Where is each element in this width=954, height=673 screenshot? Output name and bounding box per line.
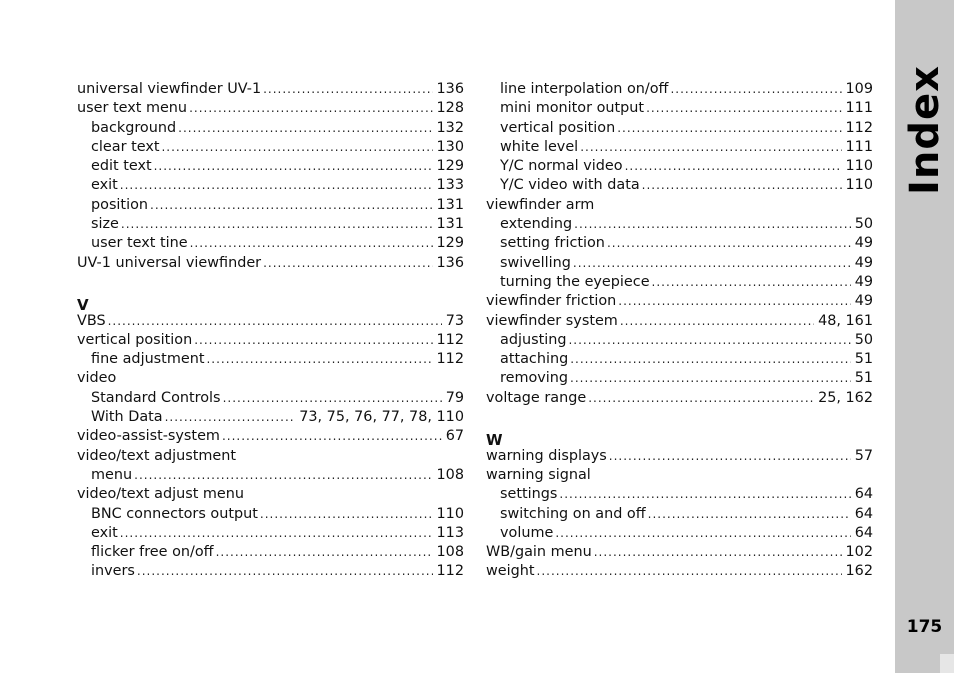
dot-leader [618,292,850,311]
dot-leader [652,273,851,292]
index-subentry [77,389,464,408]
index-subentry [486,176,873,195]
index-subentry [486,331,873,350]
index-column-right [486,80,873,582]
entry-term: weight [486,563,535,580]
dot-leader [642,176,842,195]
entry-term: line interpolation on/off [500,81,669,97]
index-entry [77,99,464,118]
entry-term: video/text adjust menu [77,486,245,503]
dot-leader [588,389,814,408]
entry-pages: 132 [436,119,464,136]
entry-term: WB/gain menu [486,544,592,561]
index-subentry [486,254,873,273]
entry-pages: 49 [854,235,873,252]
dot-leader [190,234,433,253]
entry-term: Y/C video with data [500,177,640,194]
entry-term: setting friction [500,235,605,252]
index-subentry [77,543,464,562]
entry-term: attaching [500,351,569,368]
entry-term: swivelling [500,254,571,271]
entry-pages: 130 [436,138,464,155]
entry-pages: 112 [436,563,464,580]
dot-leader [165,408,296,427]
index-subentry [77,524,464,543]
dot-leader [206,350,432,369]
entry-pages: 50 [854,331,873,348]
dot-leader [573,254,851,273]
entry-term: voltage range [486,389,587,406]
entry-pages: 129 [436,158,464,175]
dot-leader [223,389,442,408]
dot-leader [625,157,842,176]
dot-leader [594,543,842,562]
index-subentry [486,485,873,504]
entry-term: turning the eyepiece [500,273,650,290]
entry-term: video [77,370,117,387]
index-subentry [486,524,873,543]
entry-pages: 112 [845,119,873,136]
entry-pages: 48, 161 [818,312,873,329]
dot-leader [568,331,850,350]
index-subentry [486,234,873,253]
index-entry [77,254,464,273]
index-letter-heading: V [77,296,89,315]
entry-term: edit text [91,158,152,175]
entry-pages: 73 [445,312,464,329]
dot-leader [263,254,432,273]
index-heading [77,369,464,388]
entry-pages: 49 [854,273,873,290]
index-heading [486,196,873,215]
index-subentry [486,99,873,118]
entry-term: Y/C normal video [500,158,623,175]
index-subentry [77,562,464,581]
dot-leader [194,331,432,350]
corner-tab [940,654,954,673]
entry-term: UV-1 universal viewfinder [77,254,262,271]
index-subentry [486,369,873,388]
entry-term: VBS [77,312,106,329]
index-entry [77,80,464,99]
section-title-text: Index [901,65,948,195]
index-letter-heading: W [486,431,503,450]
entry-term: user text tine [91,235,188,252]
index-heading [77,447,464,466]
dot-leader [178,119,432,138]
index-subentry [486,350,873,369]
dot-leader [537,562,842,581]
entry-pages: 49 [854,293,873,310]
index-subentry [77,350,464,369]
entry-term: warning displays [486,447,607,464]
entry-term: BNC connectors output [91,505,258,522]
entry-term: clear text [91,138,160,155]
index-subentry [77,196,464,215]
entry-pages: 131 [436,196,464,213]
entry-term: user text menu [77,100,188,117]
entry-term: settings [500,486,558,503]
entry-term: exit [91,177,118,194]
entry-term: exit [91,524,118,541]
index-subentry [486,138,873,157]
dot-leader [120,524,433,543]
index-subentry [486,157,873,176]
entry-term: adjusting [500,331,567,348]
entry-pages: 113 [436,524,464,541]
entry-term: Standard Controls [91,389,221,406]
index-entry [77,427,464,446]
index-entry [486,312,873,331]
dot-leader [260,505,433,524]
dot-leader [646,99,841,118]
entry-pages: 136 [436,254,464,271]
index-subentry [77,234,464,253]
entry-term: removing [500,370,569,387]
entry-pages: 112 [436,351,464,368]
entry-term: video-assist-system [77,428,220,445]
entry-term: flicker free on/off [91,544,214,561]
entry-term: menu [91,466,133,483]
dot-leader [609,447,851,466]
index-entry [486,543,873,562]
entry-pages: 109 [845,81,873,97]
entry-pages: 133 [436,177,464,194]
entry-pages: 49 [854,254,873,271]
dot-leader [137,562,433,581]
entry-term: white level [500,138,579,155]
entry-pages: 51 [854,370,873,387]
entry-pages: 112 [436,331,464,348]
index-subentry [77,505,464,524]
dot-leader [570,350,850,369]
index-entry [486,562,873,581]
index-subentry [77,215,464,234]
index-entry [486,389,873,408]
index-heading [486,466,873,485]
index-subentry [486,119,873,138]
entry-pages: 110 [436,505,464,522]
entry-pages: 111 [845,138,873,155]
dot-leader [216,543,433,562]
entry-term: universal viewfinder UV-1 [77,81,262,97]
section-spacer [77,273,464,292]
index-subentry [486,80,873,99]
index-entry [77,331,464,350]
index-entry [486,447,873,466]
entry-term: fine adjustment [91,351,205,368]
dot-leader [121,215,433,234]
entry-pages: 50 [854,216,873,233]
dot-leader [555,524,850,543]
entry-pages: 110 [845,158,873,175]
entry-term: viewfinder friction [486,293,617,310]
dot-leader [120,176,433,195]
dot-leader [617,119,841,138]
section-title [895,65,954,195]
index-subentry [77,408,464,427]
entry-pages: 162 [845,563,873,580]
index-entry [77,312,464,331]
dot-leader [222,427,442,446]
entry-term: viewfinder system [486,312,618,329]
entry-pages: 25, 162 [818,389,873,406]
entry-term: vertical position [77,331,193,348]
entry-pages: 79 [445,389,464,406]
entry-pages: 64 [854,524,873,541]
dot-leader [263,80,432,99]
index-subentry [486,505,873,524]
index-entry [486,292,873,311]
entry-pages: 110 [845,177,873,194]
entry-pages: 108 [436,544,464,561]
dot-leader [574,215,851,234]
entry-pages: 57 [854,447,873,464]
entry-pages: 108 [436,466,464,483]
index-subentry [486,273,873,292]
dot-leader [670,80,841,99]
section-spacer [486,408,873,427]
dot-leader [161,138,432,157]
entry-pages: 51 [854,351,873,368]
index-column-left [77,80,464,582]
dot-leader [559,485,850,504]
dot-leader [607,234,851,253]
dot-leader [154,157,433,176]
index-subentry [77,138,464,157]
dot-leader [620,312,814,331]
index-subentry [486,215,873,234]
dot-leader [648,505,851,524]
entry-term: With Data [91,409,163,426]
entry-pages: 73, 75, 76, 77, 78, 110 [299,409,464,426]
entry-pages: 64 [854,505,873,522]
entry-pages: 67 [445,428,464,445]
dot-leader [134,466,432,485]
index-subentry [77,119,464,138]
entry-term: background [91,119,177,136]
entry-term: warning signal [486,466,591,483]
dot-leader [150,196,433,215]
entry-term: extending [500,216,573,233]
dot-leader [108,312,442,331]
entry-pages: 136 [436,81,464,97]
entry-pages: 131 [436,216,464,233]
entry-term: mini monitor output [500,100,645,117]
entry-term: position [91,196,149,213]
entry-term: switching on and off [500,505,646,522]
entry-term: viewfinder arm [486,196,595,213]
entry-term: size [91,216,119,233]
dot-leader [580,138,841,157]
entry-pages: 129 [436,235,464,252]
dot-leader [189,99,432,118]
entry-term: volume [500,524,554,541]
index-subentry [77,176,464,195]
index-subentry [77,157,464,176]
index-subentry [77,466,464,485]
entry-pages: 64 [854,486,873,503]
page-number: 175 [906,617,943,637]
dot-leader [570,369,851,388]
entry-pages: 102 [845,544,873,561]
entry-term: invers [91,563,135,580]
entry-term: vertical position [500,119,616,136]
entry-pages: 128 [436,100,464,117]
entry-term: video/text adjustment [77,447,236,464]
entry-pages: 111 [845,100,873,117]
index-heading [77,485,464,504]
